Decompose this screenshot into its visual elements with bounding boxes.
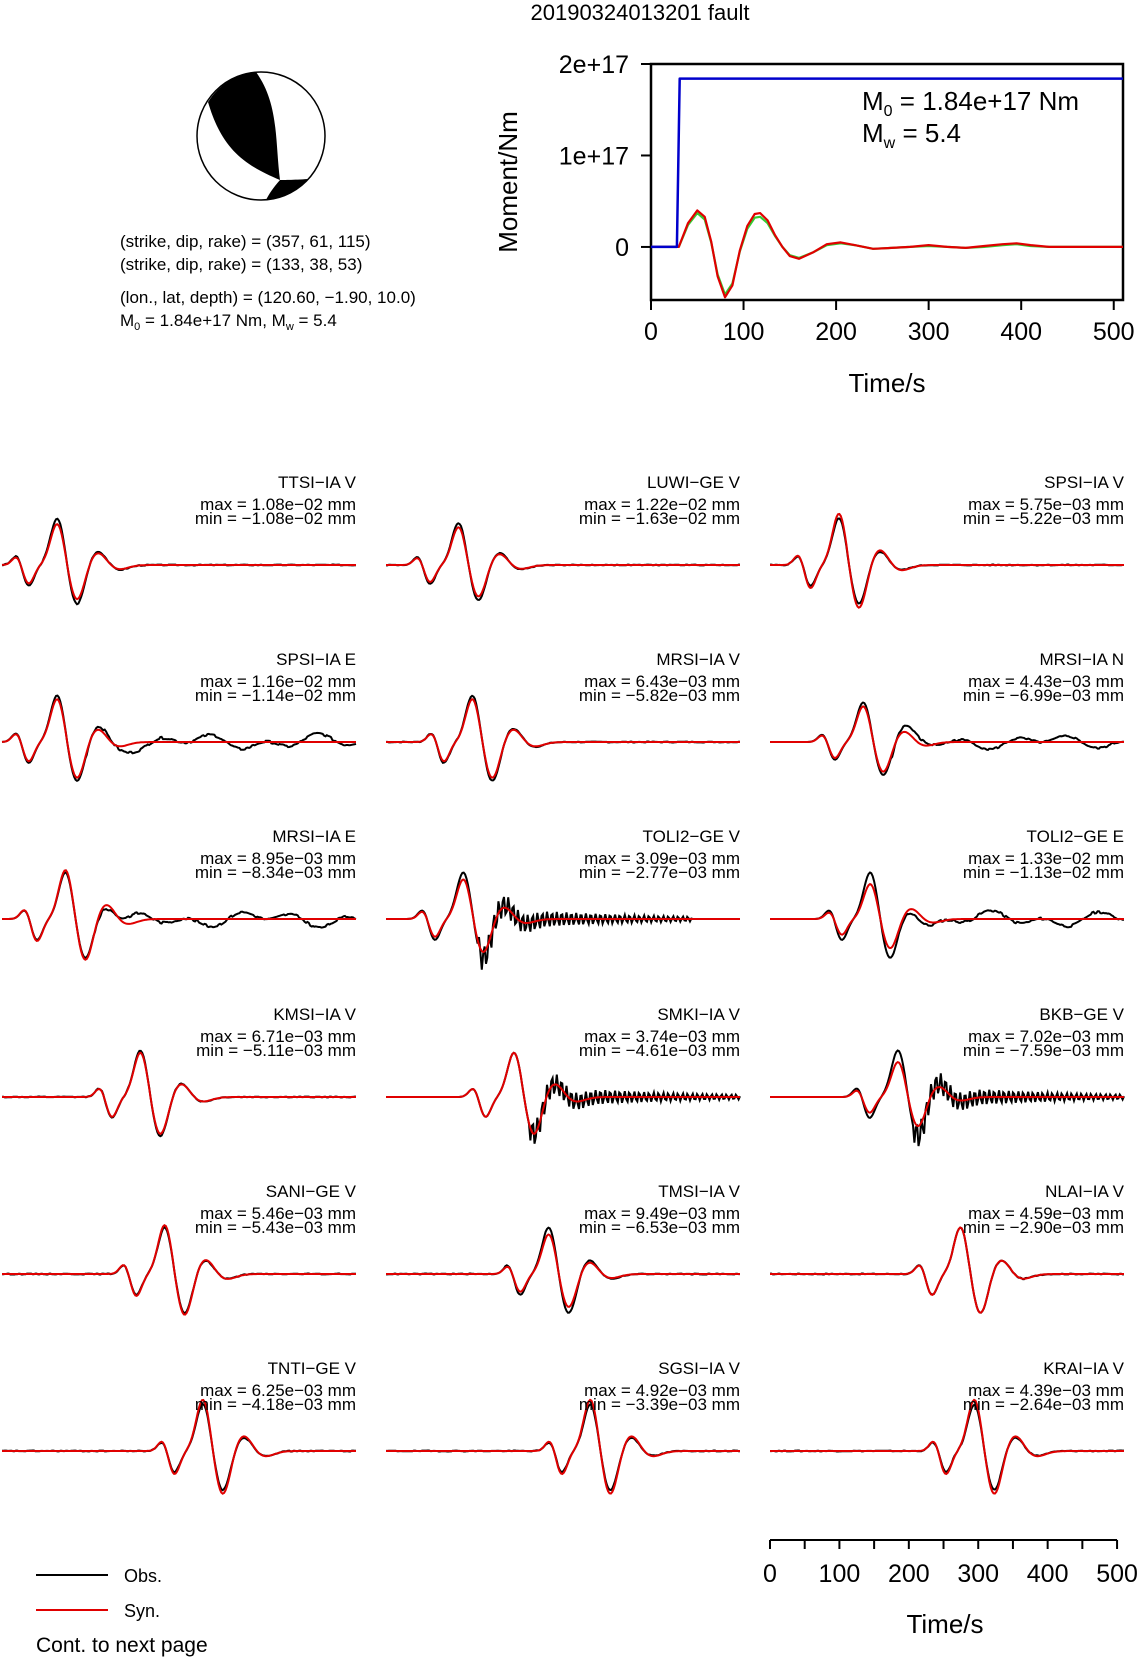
waveform-panel bbox=[2, 1182, 357, 1315]
station-max: max = 1.08e−02 mm bbox=[200, 495, 356, 514]
station-max: max = 5.46e−03 mm bbox=[200, 1204, 356, 1223]
waveform-panel bbox=[2, 1005, 357, 1136]
waveform-grid bbox=[2, 473, 1125, 1494]
time-axis-label: 0 bbox=[763, 1560, 777, 1588]
station-name: TMSI−IA V bbox=[658, 1182, 740, 1201]
waveform-panel bbox=[2, 473, 357, 604]
moment-xtick-label: 100 bbox=[722, 318, 765, 346]
moment-annotation-mw bbox=[862, 118, 961, 152]
station-max: max = 4.43e−03 mm bbox=[968, 672, 1124, 691]
waveform-panel bbox=[386, 827, 741, 970]
observed-trace bbox=[386, 696, 740, 781]
observed-trace bbox=[2, 1051, 356, 1136]
legend bbox=[36, 1566, 162, 1621]
mw-value: = 5.4 bbox=[293, 311, 337, 330]
m0-value: = 1.84e+17 Nm, M bbox=[140, 311, 286, 330]
moment-ytick-label: 0 bbox=[615, 233, 629, 262]
footer-note: Cont. to next page bbox=[36, 1634, 208, 1657]
station-min: min = −1.08e−02 mm bbox=[194, 509, 356, 528]
station-min: min = −4.18e−03 mm bbox=[194, 1395, 356, 1414]
station-min: min = −5.43e−03 mm bbox=[194, 1218, 356, 1237]
station-name: TOLI2−GE V bbox=[642, 827, 740, 846]
station-min: min = −6.99e−03 mm bbox=[962, 686, 1124, 705]
moment-xtick-label: 300 bbox=[907, 318, 950, 346]
station-name: LUWI−GE V bbox=[646, 473, 740, 492]
station-name: KRAI−IA V bbox=[1043, 1359, 1124, 1378]
waveform-panel bbox=[770, 1359, 1125, 1494]
waveform-panel bbox=[770, 1182, 1125, 1313]
moment-rate-line bbox=[651, 213, 1123, 294]
station-name: KMSI−IA V bbox=[273, 1005, 356, 1024]
synthetic-trace bbox=[2, 1053, 356, 1134]
waveform-panel bbox=[386, 1359, 741, 1494]
station-max: max = 4.39e−03 mm bbox=[968, 1381, 1124, 1400]
station-min: min = −1.13e−02 mm bbox=[962, 863, 1124, 882]
station-name: TNTI−GE V bbox=[267, 1359, 356, 1378]
station-name: SGSI−IA V bbox=[658, 1359, 740, 1378]
waveform-panel bbox=[770, 1005, 1125, 1146]
station-max: max = 4.59e−03 mm bbox=[968, 1204, 1124, 1223]
moment-summary bbox=[120, 311, 337, 333]
moment-xtick-label: 200 bbox=[815, 318, 857, 346]
legend-obs-label: Obs. bbox=[124, 1566, 163, 1586]
station-max: max = 7.02e−03 mm bbox=[968, 1027, 1124, 1046]
waveform-panel bbox=[386, 473, 741, 600]
synthetic-trace bbox=[386, 699, 740, 777]
observed-trace bbox=[386, 1053, 740, 1144]
observed-trace bbox=[770, 1405, 1124, 1490]
synthetic-trace bbox=[2, 1400, 356, 1494]
annot-mw-sub: w bbox=[883, 135, 896, 152]
station-min: min = −6.53e−03 mm bbox=[578, 1218, 740, 1237]
annot-mw-text: = 5.4 bbox=[895, 118, 962, 148]
station-max: max = 1.33e−02 mm bbox=[968, 849, 1124, 868]
station-min: min = −2.64e−03 mm bbox=[962, 1395, 1124, 1414]
moment-xlabel: Time/s bbox=[848, 368, 926, 398]
legend-syn-label: Syn. bbox=[124, 1601, 161, 1621]
annot-m0-text: = 1.84e+17 Nm bbox=[892, 86, 1080, 116]
station-max: max = 5.75e−03 mm bbox=[968, 495, 1124, 514]
station-name: SPSI−IA E bbox=[276, 650, 356, 669]
waveform-panel bbox=[770, 827, 1124, 958]
station-name: SANI−GE V bbox=[265, 1182, 356, 1201]
synthetic-trace bbox=[2, 1225, 356, 1314]
station-name: NLAI−IA V bbox=[1045, 1182, 1124, 1201]
annot-m0-symbol: M bbox=[862, 86, 884, 116]
observed-trace bbox=[386, 1405, 740, 1491]
observed-trace bbox=[770, 873, 1124, 958]
beachball bbox=[197, 72, 325, 200]
time-axis-label: 100 bbox=[818, 1560, 861, 1588]
station-min: min = −8.34e−03 mm bbox=[194, 863, 356, 882]
mw-subscript: w bbox=[285, 321, 294, 333]
station-max: max = 4.92e−03 mm bbox=[584, 1381, 740, 1400]
moment-chart bbox=[493, 51, 1135, 398]
observed-trace bbox=[386, 523, 740, 600]
observed-trace bbox=[2, 519, 356, 604]
waveform-panel bbox=[770, 473, 1125, 608]
synthetic-trace bbox=[770, 884, 1124, 948]
station-min: min = −3.39e−03 mm bbox=[578, 1395, 740, 1414]
moment-xtick-label: 400 bbox=[1000, 318, 1043, 346]
station-min: min = −2.77e−03 mm bbox=[578, 863, 740, 882]
waveform-panel bbox=[386, 1005, 741, 1144]
synthetic-trace bbox=[770, 1228, 1124, 1313]
time-axis-label: 200 bbox=[887, 1560, 930, 1588]
time-axis-label: 400 bbox=[1026, 1560, 1069, 1588]
station-min: min = −1.14e−02 mm bbox=[194, 686, 356, 705]
annot-m0-sub: 0 bbox=[883, 103, 893, 120]
station-name: SPSI−IA V bbox=[1044, 473, 1124, 492]
m0-symbol: M bbox=[120, 311, 135, 330]
waveform-panel bbox=[386, 1182, 741, 1313]
station-max: max = 1.22e−02 mm bbox=[584, 495, 740, 514]
station-name: TTSI−IA V bbox=[278, 473, 356, 492]
synthetic-trace bbox=[770, 514, 1124, 608]
station-min: min = −5.22e−03 mm bbox=[962, 509, 1124, 528]
observed-trace bbox=[386, 873, 740, 970]
waveform-panel bbox=[386, 650, 741, 780]
source-location: (lon., lat, depth) = (120.60, −1.90, 10.0) bbox=[120, 288, 416, 307]
station-max: max = 3.74e−03 mm bbox=[584, 1027, 740, 1046]
synthetic-trace bbox=[2, 870, 356, 959]
synthetic-trace bbox=[386, 527, 740, 596]
station-max: max = 6.43e−03 mm bbox=[584, 672, 740, 691]
observed-trace bbox=[2, 873, 356, 958]
observed-trace bbox=[770, 1228, 1124, 1313]
nodal-plane-1: (strike, dip, rake) = (357, 61, 115) bbox=[120, 232, 371, 251]
station-min: min = −5.82e−03 mm bbox=[578, 686, 740, 705]
station-max: max = 1.16e−02 mm bbox=[200, 672, 356, 691]
moment-ytick-label: 2e+17 bbox=[558, 51, 629, 79]
station-name: TOLI2−GE E bbox=[1026, 827, 1124, 846]
time-axis-label: 300 bbox=[957, 1560, 1000, 1588]
synthetic-trace bbox=[2, 524, 356, 599]
station-min: min = −4.61e−03 mm bbox=[578, 1041, 740, 1060]
moment-xtick-label: 500 bbox=[1092, 318, 1135, 346]
observed-trace bbox=[386, 1228, 740, 1313]
station-name: SMKI−IA V bbox=[657, 1005, 740, 1024]
station-max: max = 6.25e−03 mm bbox=[200, 1381, 356, 1400]
time-axis-label: 500 bbox=[1096, 1560, 1138, 1588]
station-name: MRSI−IA E bbox=[272, 827, 356, 846]
moment-xtick-label: 0 bbox=[644, 318, 658, 346]
waveform-panel bbox=[2, 827, 356, 960]
observed-trace bbox=[770, 519, 1124, 604]
observed-trace bbox=[770, 1051, 1124, 1147]
observed-trace bbox=[770, 703, 1124, 775]
station-min: min = −7.59e−03 mm bbox=[962, 1041, 1124, 1060]
synthetic-trace bbox=[2, 699, 356, 777]
waveform-panel bbox=[2, 650, 356, 781]
m0-subscript: 0 bbox=[134, 321, 141, 333]
station-max: max = 6.71e−03 mm bbox=[200, 1027, 356, 1046]
station-min: min = −2.90e−03 mm bbox=[962, 1218, 1124, 1237]
waveform-panel bbox=[2, 1359, 357, 1494]
observed-trace bbox=[2, 696, 356, 781]
waveform-xlabel: Time/s bbox=[906, 1609, 984, 1639]
annot-mw-symbol: M bbox=[862, 118, 884, 148]
waveform-time-axis bbox=[763, 1540, 1138, 1588]
station-name: MRSI−IA V bbox=[656, 650, 740, 669]
station-min: min = −1.63e−02 mm bbox=[578, 509, 740, 528]
observed-trace bbox=[2, 1404, 356, 1490]
synthetic-trace bbox=[386, 1235, 740, 1307]
waveform-panel bbox=[770, 650, 1124, 775]
moment-ytick-label: 1e+17 bbox=[558, 142, 629, 171]
synthetic-trace bbox=[770, 706, 1124, 771]
nodal-plane-2: (strike, dip, rake) = (133, 38, 53) bbox=[120, 255, 363, 274]
station-max: max = 8.95e−03 mm bbox=[200, 849, 356, 868]
station-max: max = 9.49e−03 mm bbox=[584, 1204, 740, 1223]
moment-ylabel: Moment/Nm bbox=[493, 111, 523, 253]
station-min: min = −5.11e−03 mm bbox=[196, 1041, 356, 1060]
station-max: max = 3.09e−03 mm bbox=[584, 849, 740, 868]
station-name: MRSI−IA N bbox=[1039, 650, 1124, 669]
station-name: BKB−GE V bbox=[1039, 1005, 1124, 1024]
moment-annotation-m0 bbox=[862, 86, 1079, 120]
figure-title: 20190324013201 fault bbox=[530, 0, 750, 25]
